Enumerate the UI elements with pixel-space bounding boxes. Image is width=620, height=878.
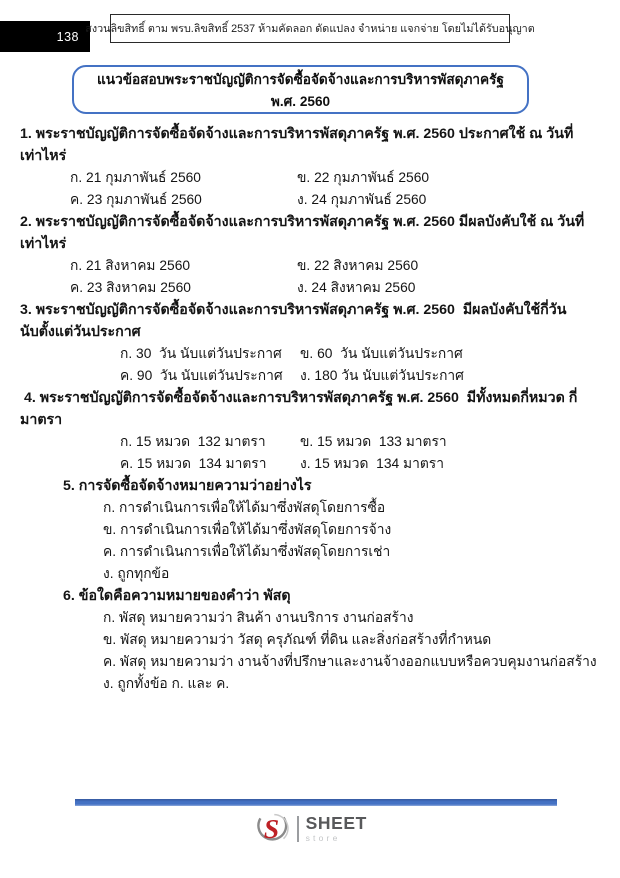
option-item: ก. 15 หมวด 132 มาตรา xyxy=(120,434,266,449)
question-text: เท่าไหร่ xyxy=(20,148,67,164)
option-item: ข. 15 หมวด 133 มาตรา xyxy=(300,434,447,449)
sheet-store-logo xyxy=(0,810,620,847)
option-item: ข. 22 สิงหาคม 2560 xyxy=(297,258,419,273)
option-item: ข. 22 กุมภาพันธ์ 2560 xyxy=(297,170,430,185)
option-item: ง. 180 วัน นับแต่วันประกาศ xyxy=(300,368,464,383)
copyright-notice: สงวนลิขสิทธิ์ ตาม พรบ.ลิขสิทธิ์ 2537 ห้ามคัดลอก ดัดแปลง จำหน่าย แจกจ่าย โดยไม่ได้รับอนุญาต xyxy=(85,23,535,35)
exam-title-box xyxy=(72,65,529,114)
questions-area xyxy=(20,123,604,695)
svg-text:S: S xyxy=(263,813,280,845)
options-group xyxy=(20,343,604,387)
question-text: 2. พระราชบัญญัติการจัดซื้อจัดจ้างและการบริหารพัสดุภาครัฐ พ.ศ. 2560 มีผลบังคับใช้ ณ วันที่ xyxy=(20,214,585,230)
option-item: ข. การดำเนินการเพื่อให้ได้มาซึ่งพัสดุโดยการจ้าง xyxy=(103,522,392,537)
question-text: 6. ข้อใดคือความหมายของคำว่า พัสดุ xyxy=(63,588,291,604)
option-item: ง. 15 หมวด 134 มาตรา xyxy=(300,456,444,471)
option-item: ก. 21 สิงหาคม 2560 xyxy=(70,258,191,273)
option-item: ง. ถูกทุกข้อ xyxy=(103,566,170,581)
question-text: 4. พระราชบัญญัติการจัดซื้อจัดจ้างและการบริหารพัสดุภาครัฐ พ.ศ. 2560 มีทั้งหมดกี่หมวด กี่ xyxy=(20,390,578,406)
option-item: ง. ถูกทั้งข้อ ก. และ ค. xyxy=(103,676,230,691)
question-text: 5. การจัดซื้อจัดจ้างหมายความว่าอย่างไร xyxy=(63,478,312,494)
question-block-2 xyxy=(20,211,604,299)
option-item: ค. 90 วัน นับแต่วันประกาศ xyxy=(120,368,283,383)
option-item: ก. การดำเนินการเพื่อให้ได้มาซึ่งพัสดุโดยการซื้อ xyxy=(103,500,386,515)
sheet-store-s-icon xyxy=(253,810,290,847)
option-item: ค. 15 หมวด 134 มาตรา xyxy=(120,456,267,471)
question-block-5 xyxy=(20,475,604,585)
question-block-1 xyxy=(20,123,604,211)
logo-name: SHEET xyxy=(305,812,367,833)
option-item: ก. พัสดุ หมายความว่า สินค้า งานบริการ งานก่อสร้าง xyxy=(103,610,414,625)
option-item: ข. พัสดุ หมายความว่า วัสดุ ครุภัณฑ์ ที่ดิน และสิ่งก่อสร้างที่กำหนด xyxy=(103,632,492,647)
exam-title: แนวข้อสอบพระราชบัญญัติการจัดซื้อจัดจ้างและการบริหารพัสดุภาครัฐ พ.ศ. 2560 xyxy=(97,71,504,109)
logo-text xyxy=(305,812,367,843)
question-text: เท่าไหร่ xyxy=(20,236,67,252)
option-item: ค. พัสดุ หมายความว่า งานจ้างที่ปรึกษาและงานจ้างออกแบบหรือควบคุมงานก่อสร้าง xyxy=(103,654,597,669)
copyright-box xyxy=(85,14,535,43)
question-block-6 xyxy=(20,585,604,695)
logo-divider xyxy=(297,816,299,842)
option-item: ค. 23 กุมภาพันธ์ 2560 xyxy=(70,192,202,207)
option-item: ก. 21 กุมภาพันธ์ 2560 xyxy=(70,170,201,185)
question-block-4 xyxy=(20,387,604,475)
options-group xyxy=(20,431,604,475)
option-item: ค. 23 สิงหาคม 2560 xyxy=(70,280,191,295)
option-item: ค. การดำเนินการเพื่อให้ได้มาซึ่งพัสดุโดยการเช่า xyxy=(103,544,391,559)
page-number: 138 xyxy=(56,29,79,44)
footer-divider xyxy=(75,799,557,806)
logo-subtitle: store xyxy=(305,833,341,843)
option-item: ก. 30 วัน นับแต่วันประกาศ xyxy=(120,346,282,361)
question-text: มาตรา xyxy=(20,412,63,428)
option-item: ง. 24 สิงหาคม 2560 xyxy=(297,280,416,295)
options-group xyxy=(20,497,604,585)
options-group xyxy=(20,167,604,211)
page-number-box xyxy=(0,21,90,52)
option-item: ข. 60 วัน นับแต่วันประกาศ xyxy=(300,346,463,361)
question-text: 1. พระราชบัญญัติการจัดซื้อจัดจ้างและการบริหารพัสดุภาครัฐ พ.ศ. 2560 ประกาศใช้ ณ วันที่ xyxy=(20,126,574,142)
options-group xyxy=(20,255,604,299)
question-text: 3. พระราชบัญญัติการจัดซื้อจัดจ้างและการบริหารพัสดุภาครัฐ พ.ศ. 2560 มีผลบังคับใช้กี่วัน xyxy=(20,302,567,318)
option-item: ง. 24 กุมภาพันธ์ 2560 xyxy=(297,192,427,207)
question-text: นับตั้งแต่วันประกาศ xyxy=(20,324,141,340)
options-group xyxy=(20,607,604,695)
question-block-3 xyxy=(20,299,604,387)
